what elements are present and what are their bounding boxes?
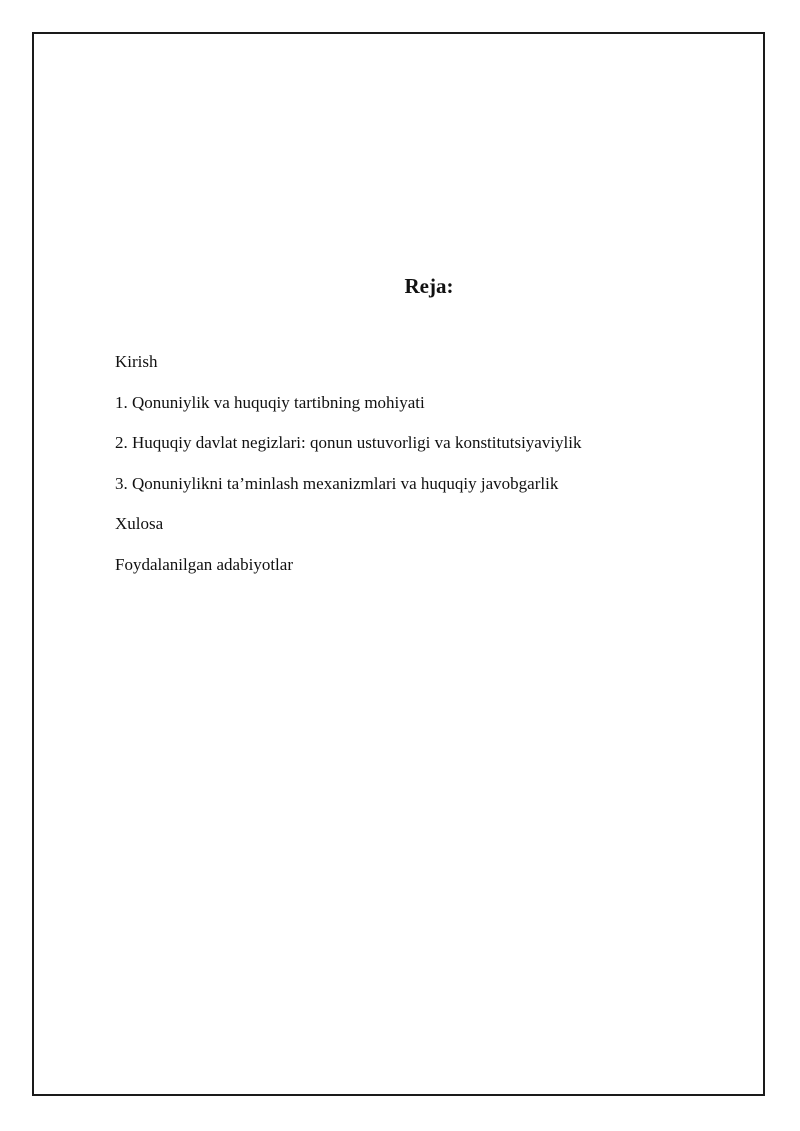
page-title: Reja: [404, 274, 454, 298]
plan-item-section-1: 1. Qonuniylik va huquqiy tartibning mohiyati [115, 392, 425, 412]
plan-item-conclusion: Xulosa [115, 514, 164, 534]
plan-item-section-3: 3. Qonuniylikni ta’minlash mexanizmlari va huquqiy javobgarlik [115, 473, 559, 493]
plan-item-section-2: 2. Huquqiy davlat negizlari: qonun ustuvorligi va konstitutsiyaviylik [115, 433, 582, 453]
plan-list [115, 350, 582, 594]
plan-item-references: Foydalanilgan adabiyotlar [115, 554, 293, 574]
plan-item-introduction: Kirish [115, 352, 158, 371]
